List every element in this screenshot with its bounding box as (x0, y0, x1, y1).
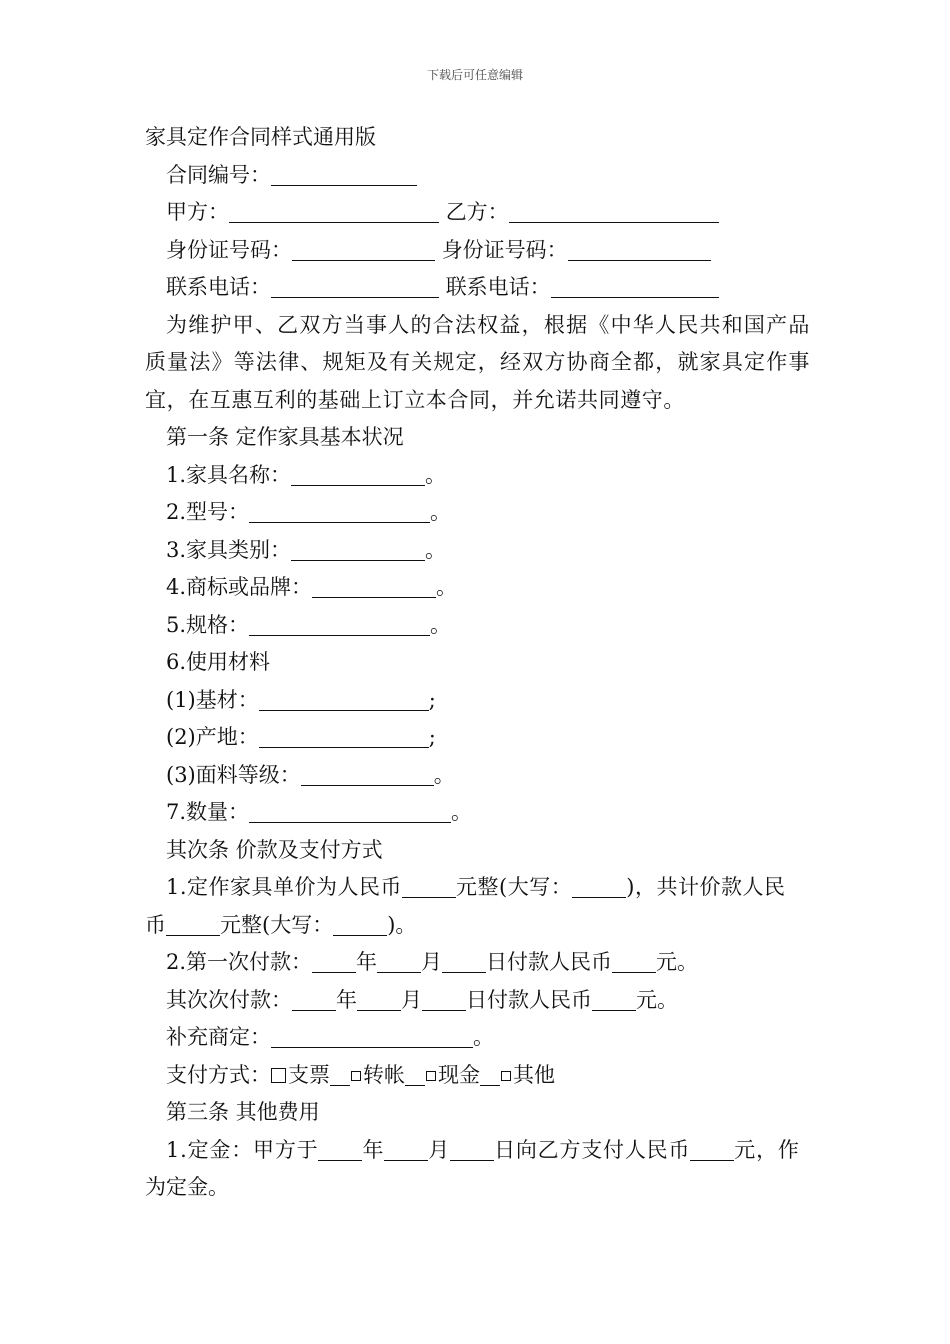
year-blank[interactable] (318, 1138, 362, 1161)
article3-heading: 第三条 其他费用 (166, 1100, 320, 1124)
period: 。 (425, 462, 447, 487)
quantity-label: 7.数量： (166, 800, 250, 824)
origin-row (145, 719, 810, 757)
payment-method-label: 支付方式： (166, 1062, 271, 1087)
phone-row (145, 269, 810, 307)
party-a-label: 甲方： (166, 200, 229, 224)
spec-row (145, 607, 810, 645)
price-text: 元整(大写： (220, 912, 334, 937)
yuan-label: 元。 (636, 987, 678, 1012)
month-label: 月 (428, 1137, 451, 1162)
page-title: 家具定作合同样式通用版 (145, 125, 376, 149)
grade-label: (3)面料等级： (166, 762, 301, 787)
second-payment-label: 其次次付款： (166, 987, 292, 1012)
model-row (145, 494, 810, 532)
day-blank[interactable] (442, 950, 486, 973)
transfer-checkbox[interactable] (351, 1071, 361, 1081)
base-blank[interactable] (259, 688, 429, 711)
material-row: 6.使用材料 (166, 650, 271, 674)
furniture-name-row (145, 457, 810, 495)
year-label: 年 (356, 950, 378, 974)
month-blank[interactable] (357, 988, 401, 1011)
period: 。 (430, 612, 452, 637)
party-a-blank[interactable] (229, 200, 439, 223)
transfer-label: 转帐 (363, 1062, 405, 1087)
contract-no-blank[interactable] (271, 163, 417, 186)
article1-heading: 第一条 定作家具基本状况 (166, 425, 404, 449)
method-blank (330, 1065, 350, 1086)
phone-a-blank[interactable] (271, 275, 439, 298)
furniture-name-blank[interactable] (291, 463, 425, 486)
price-row-1 (145, 869, 810, 907)
contract-no-row (145, 157, 810, 195)
first-payment-row (145, 944, 810, 982)
party-b-blank[interactable] (509, 200, 719, 223)
grade-row (145, 757, 810, 795)
unit-price-blank[interactable] (402, 875, 456, 898)
party-row (145, 194, 810, 232)
contract-no-label: 合同编号： (166, 162, 271, 187)
id-a-blank[interactable] (292, 238, 435, 261)
other-label: 其他 (513, 1062, 555, 1087)
brand-label: 4.商标或品牌： (166, 575, 313, 599)
method-blank (480, 1065, 500, 1086)
semicolon: ; (428, 687, 436, 712)
price-text: )，共计价款人民 (626, 875, 786, 899)
base-label: (1)基材： (166, 687, 259, 712)
supplement-row (145, 1019, 810, 1057)
phone-b-label: 联系电话： (445, 275, 551, 299)
period: 。 (430, 500, 452, 524)
cheque-label: 支票 (288, 1062, 330, 1087)
price-text: 币 (145, 912, 166, 937)
deposit-text: 日向乙方支付人民币 (494, 1137, 691, 1162)
other-checkbox[interactable] (501, 1071, 511, 1081)
unit-price-words-blank[interactable] (572, 875, 626, 898)
second-payment-row (145, 982, 810, 1020)
grade-blank[interactable] (301, 763, 434, 786)
day-blank[interactable] (422, 988, 466, 1011)
price-row-2 (145, 907, 810, 945)
total-price-words-blank[interactable] (333, 913, 387, 936)
id-row (145, 232, 810, 270)
deposit-text: 元，作 (734, 1137, 800, 1162)
contract-document (145, 119, 810, 1207)
price-text: 1.定作家具单价为人民币 (166, 875, 403, 899)
deposit-amount-blank[interactable] (690, 1138, 734, 1161)
period: 。 (473, 1025, 494, 1049)
period: 。 (425, 537, 447, 562)
origin-label: (2)产地： (166, 725, 259, 749)
spec-label: 5.规格： (166, 612, 250, 637)
origin-blank[interactable] (259, 725, 429, 748)
intro-paragraph: 为维护甲、乙双方当事人的合法权益，根据《中华人民共和国产品质量法》等法律、规矩及有关规定，经双方协商全都，就家具定作事宜，在互惠互利的基础上订立本合同，并允诺共同遵守。 (145, 312, 810, 412)
brand-blank[interactable] (312, 575, 436, 598)
yuan-label: 元。 (656, 950, 699, 974)
quantity-row (145, 794, 810, 832)
cash-label: 现金 (438, 1062, 480, 1087)
phone-a-label: 联系电话： (166, 275, 271, 299)
period: 。 (436, 575, 458, 599)
deposit-text: 1.定金：甲方于 (166, 1137, 319, 1162)
id-b-blank[interactable] (568, 238, 711, 261)
year-blank[interactable] (312, 950, 356, 973)
model-label: 2.型号： (166, 500, 250, 524)
amount-blank[interactable] (592, 988, 636, 1011)
deposit-row-2: 为定金。 (145, 1175, 229, 1199)
year-blank[interactable] (292, 988, 336, 1011)
total-price-blank[interactable] (166, 913, 220, 936)
cheque-checkbox[interactable] (271, 1068, 286, 1083)
month-label: 月 (421, 950, 443, 974)
supplement-blank[interactable] (271, 1025, 473, 1048)
base-row (145, 682, 810, 720)
id-a-label: 身份证号码： (166, 237, 292, 262)
phone-b-blank[interactable] (551, 275, 719, 298)
semicolon: ; (428, 725, 436, 749)
supplement-label: 补充商定： (166, 1025, 271, 1049)
price-text: )。 (387, 912, 417, 937)
month-blank[interactable] (384, 1138, 428, 1161)
party-b-label: 乙方： (445, 200, 509, 224)
quantity-blank[interactable] (249, 800, 451, 823)
header-note: 下载后可任意编辑 (426, 68, 523, 82)
id-b-label: 身份证号码： (441, 237, 568, 262)
category-row (145, 532, 810, 570)
year-label: 年 (362, 1137, 385, 1162)
category-label: 3.家具类别： (166, 537, 292, 562)
period: 。 (451, 800, 473, 824)
brand-row (145, 569, 810, 607)
year-label: 年 (336, 987, 357, 1012)
day-blank[interactable] (450, 1138, 494, 1161)
amount-blank[interactable] (612, 950, 656, 973)
deposit-row-1 (145, 1132, 810, 1170)
period: 。 (433, 762, 455, 787)
day-pay-label: 日付款人民币 (486, 950, 613, 974)
spec-blank[interactable] (249, 613, 430, 636)
model-blank[interactable] (249, 500, 430, 523)
payment-method-row (145, 1057, 810, 1095)
category-blank[interactable] (291, 538, 425, 561)
first-payment-label: 2.第一次付款： (166, 950, 313, 974)
price-text: 元整(大写： (456, 875, 573, 899)
method-blank (405, 1065, 425, 1086)
month-label: 月 (401, 987, 422, 1012)
day-pay-label: 日付款人民币 (466, 987, 592, 1012)
furniture-name-label: 1.家具名称： (166, 462, 292, 487)
cash-checkbox[interactable] (426, 1071, 436, 1081)
month-blank[interactable] (377, 950, 421, 973)
article2-heading: 其次条 价款及支付方式 (166, 837, 383, 862)
